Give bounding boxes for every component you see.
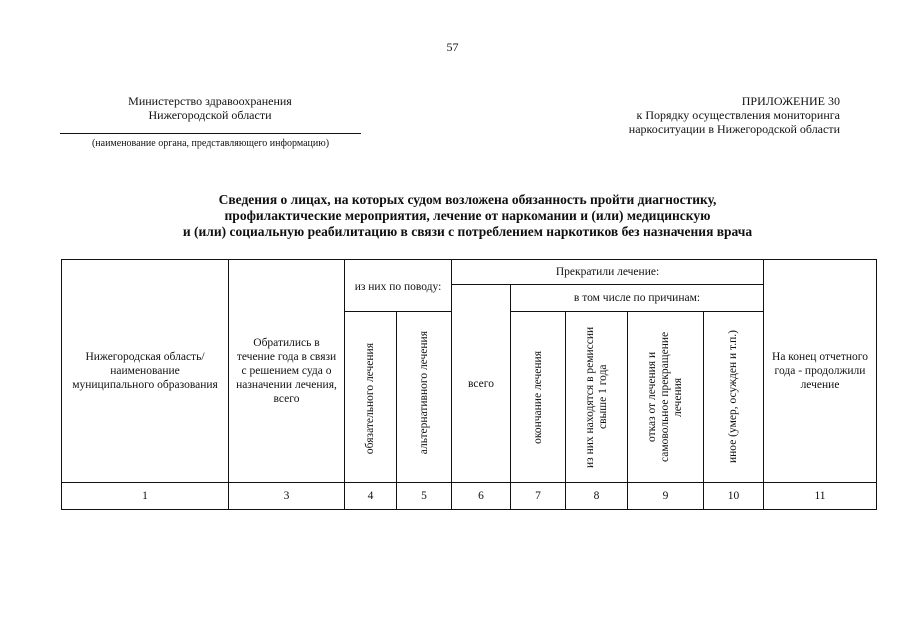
header-remission (566, 312, 628, 483)
organization-underline (60, 133, 361, 134)
form-title-line-3: и (или) социальную реабилитацию в связи с потреблением наркотиков без назначения врача (182, 224, 753, 239)
appendix-line-2: к Порядку осуществления мониторинга (636, 108, 840, 122)
column-number-row (62, 483, 877, 510)
column-number-cell: 10 (704, 483, 764, 510)
header-applied-text: Обратились в течение года в связи с решением суда о назначении лечения, всего (236, 337, 337, 405)
column-number-cell: 4 (345, 483, 397, 510)
header-continued (764, 260, 877, 483)
column-number-cell: 9 (628, 483, 704, 510)
header-completion (511, 312, 566, 483)
organization-line-1: Министерство здравоохранения (128, 94, 292, 108)
column-number-cell: 8 (566, 483, 628, 510)
report-form-table (61, 259, 877, 510)
column-number-cell: 3 (229, 483, 345, 510)
header-total-text: всего (468, 377, 494, 390)
header-mandatory (345, 312, 397, 483)
column-number-cell: 5 (397, 483, 452, 510)
column-number-cell: 11 (764, 483, 877, 510)
organization-block (60, 94, 360, 122)
header-of-them-reason-text: из них по поводу: (354, 281, 442, 293)
header-refusal (628, 312, 704, 483)
header-of-them-reason (345, 260, 452, 312)
header-continued-text: На конец отчетного года - продолжили лечение (772, 351, 868, 391)
header-including-reasons-text: в том числе по причинам: (573, 292, 701, 304)
appendix-line-3: наркоситуации в Нижегородской области (628, 122, 840, 136)
header-total (452, 285, 511, 483)
column-number-cell: 1 (62, 483, 229, 510)
column-number-cell: 7 (511, 483, 566, 510)
appendix-line-1: ПРИЛОЖЕНИЕ 30 (741, 94, 840, 108)
header-mandatory-text: обязательного лечения (364, 342, 376, 454)
header-applied (229, 260, 345, 483)
header-including-reasons (511, 285, 764, 312)
appendix-block (600, 94, 840, 136)
header-region (62, 260, 229, 483)
column-number-cell: 6 (452, 483, 511, 510)
header-remission-text: из них находятся в ремиссии свыше 1 года (583, 326, 609, 468)
header-stopped-text: Прекратили лечение: (555, 266, 660, 278)
organization-line-2: Нижегородской области (148, 108, 272, 122)
form-title (60, 192, 875, 240)
page-number: 57 (446, 40, 459, 54)
header-completion-text: окончание лечения (531, 350, 544, 444)
header-stopped (452, 260, 764, 285)
form-title-line-1: Сведения о лицах, на которых судом возложена обязанность пройти диагностику, (218, 192, 717, 207)
form-title-line-2: профилактические мероприятия, лечение от наркомании и (или) медицинскую (224, 208, 711, 223)
header-refusal-text: отказ от лечения и самовольное прекращение лечения (646, 331, 684, 463)
header-other-text: иное (умер, осужден и т.п.) (727, 330, 739, 464)
header-region-text: Нижегородская область/ наименование муниципального образования (72, 351, 218, 391)
header-other (704, 312, 764, 483)
organization-caption: (наименование органа, представляющего информацию) (91, 138, 330, 149)
header-alternative-text: альтернативного лечения (417, 330, 430, 454)
header-alternative (397, 312, 452, 483)
